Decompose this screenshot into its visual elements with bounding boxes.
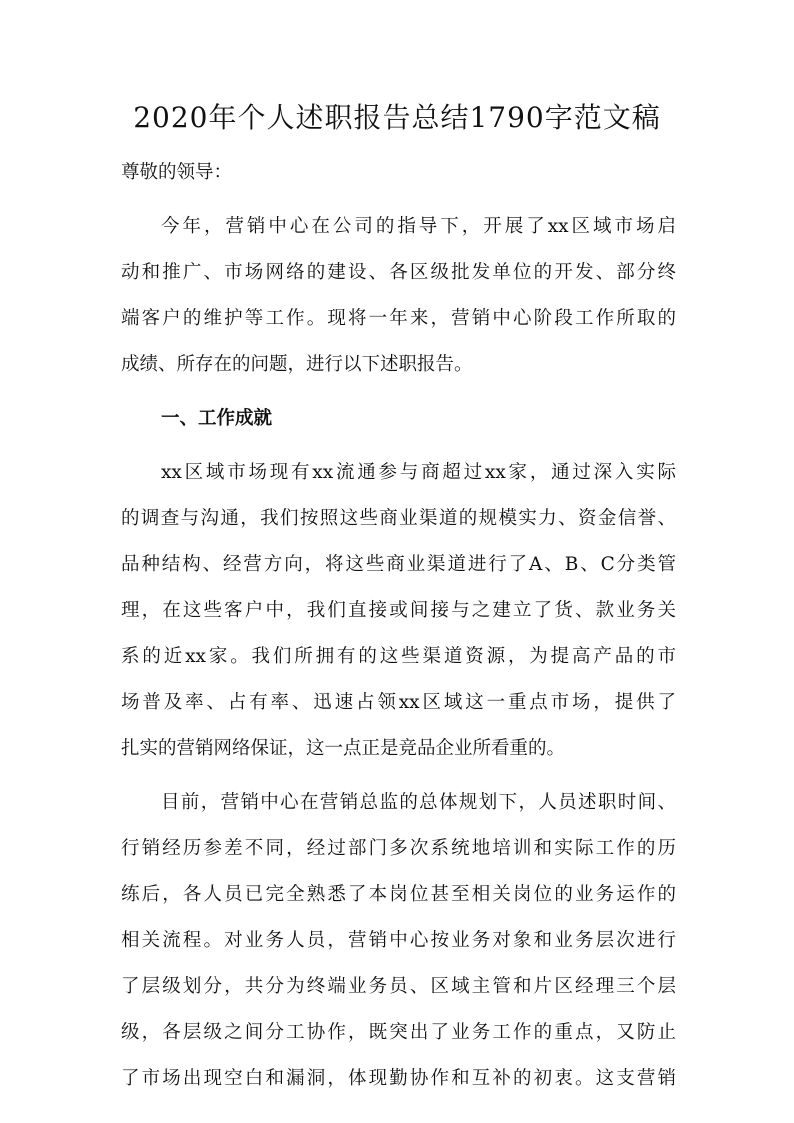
paragraph-line: 目前，营销中心在营销总监的总体规划下，人员述职时间、: [161, 792, 676, 813]
section-heading: 一、工作成就: [161, 408, 273, 429]
paragraph-3: [121, 780, 676, 1102]
salutation: 尊敬的领导：: [121, 162, 233, 183]
paragraph-line: 今年，营销中心在公司的指导下，开展了xx区域市场启: [161, 216, 676, 237]
paragraph-line: xx区域市场现有xx流通参与商超过xx家，通过深入实际: [161, 462, 676, 483]
paragraph-line: 动和推广、市场网络的建设、各区级批发单位的开发、部分终: [121, 262, 676, 283]
paragraph-line: 端客户的维护等工作。现将一年来，营销中心阶段工作所取的: [121, 308, 676, 329]
paragraph-line: 练后，各人员已完全熟悉了本岗位甚至相关岗位的业务运作的: [121, 884, 676, 905]
paragraph-line: 了市场出现空白和漏洞，体现勤协作和互补的初衷。这支营销: [121, 1068, 676, 1089]
paragraph-line: 相关流程。对业务人员，营销中心按业务对象和业务层次进行: [121, 930, 676, 951]
document-body: [121, 150, 676, 1102]
paragraph-line: 了层级划分，共分为终端业务员、区域主管和片区经理三个层: [121, 976, 676, 997]
paragraph-line: 系的近xx家。我们所拥有的这些渠道资源，为提高产品的市: [121, 646, 676, 667]
document-title: 2020年个人述职报告总结1790字范文稿: [133, 101, 661, 134]
paragraph-2: [121, 450, 676, 772]
paragraph-line: 成绩、所存在的问题，进行以下述职报告。: [121, 354, 473, 375]
paragraph-line: 场普及率、占有率、迅速占领xx区域这一重点市场，提供了: [121, 692, 676, 713]
paragraph-line: 级，各层级之间分工协作，既突出了业务工作的重点，又防止: [121, 1022, 676, 1043]
paragraph-line: 扎实的营销网络保证，这一点正是竞品企业所看重的。: [121, 738, 566, 759]
paragraph-line: 理，在这些客户中，我们直接或间接与之建立了货、款业务关: [121, 600, 676, 621]
paragraph-gap: [121, 772, 676, 780]
paragraph-1: [121, 204, 676, 388]
paragraph-line: 品种结构、经营方向，将这些商业渠道进行了A、B、C分类管: [121, 554, 676, 575]
paragraph-line: 的调查与沟通，我们按照这些商业渠道的规模实力、资金信誉、: [121, 508, 676, 529]
paragraph-line: 行销经历参差不同，经过部门多次系统地培训和实际工作的历: [121, 838, 676, 859]
